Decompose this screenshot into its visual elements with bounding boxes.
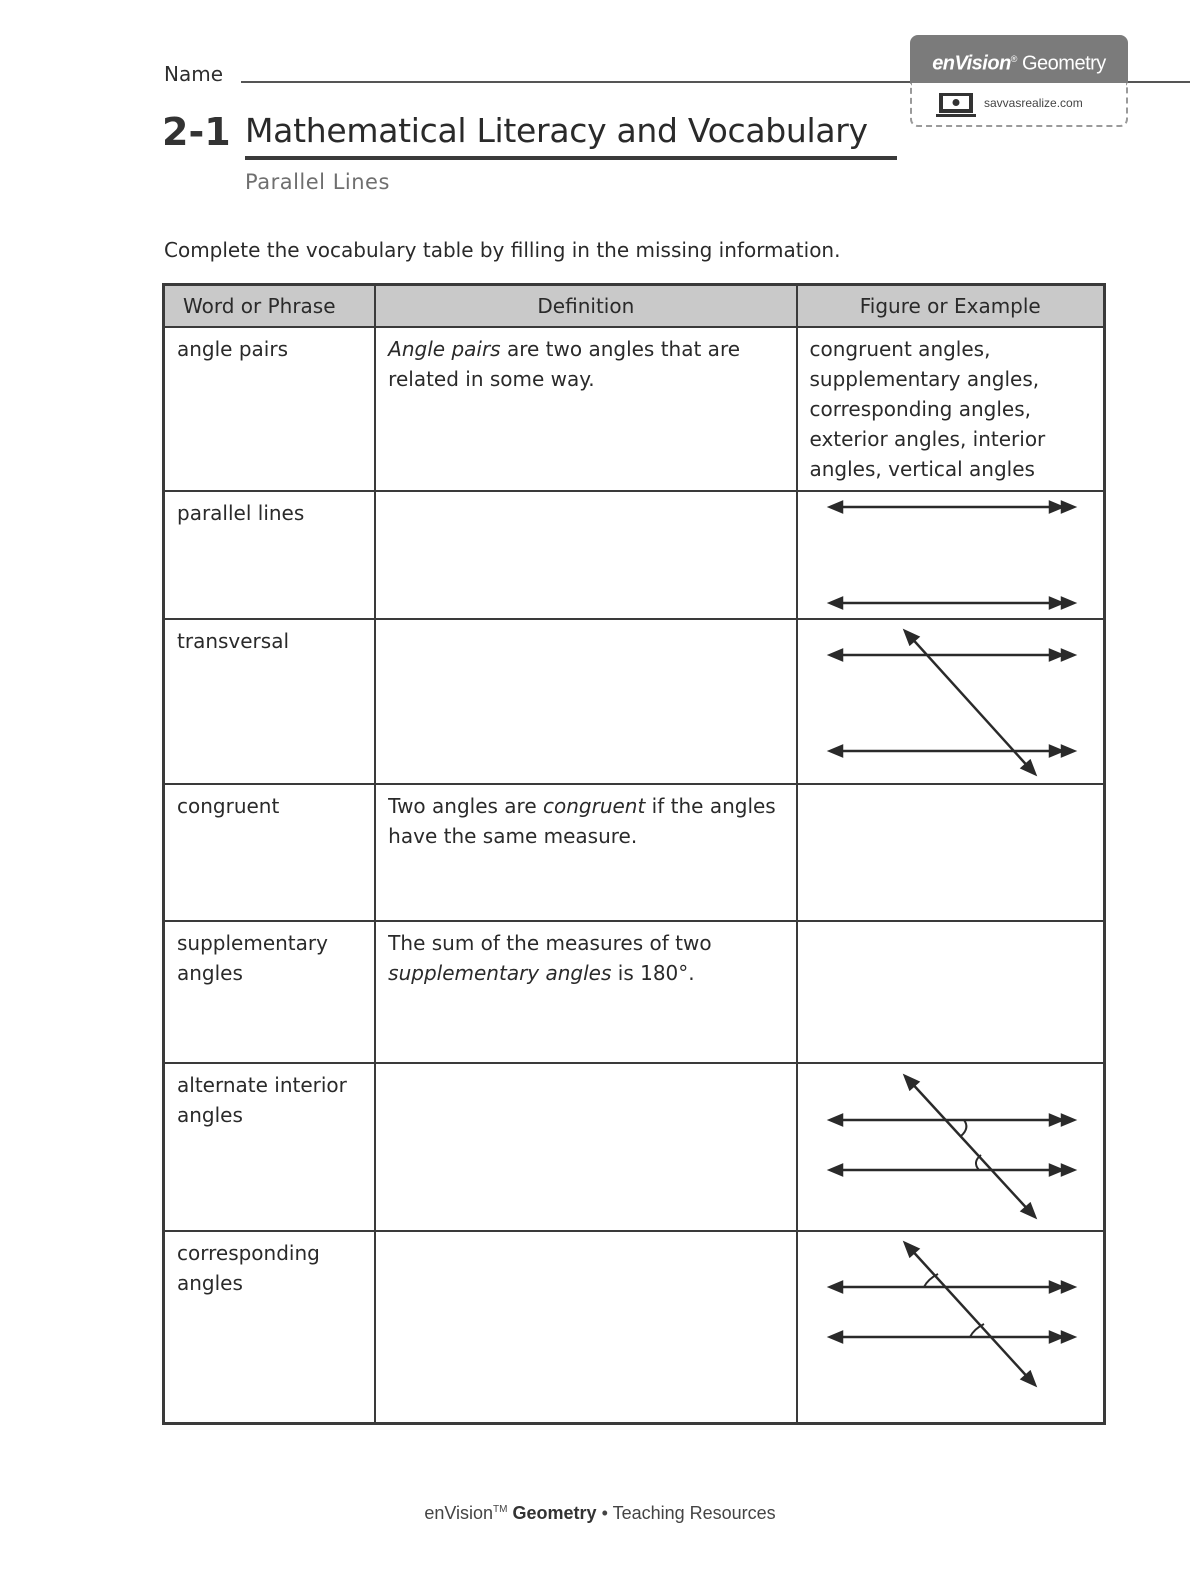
laptop-icon <box>936 91 976 119</box>
definition-answer-cell[interactable] <box>375 1063 796 1231</box>
name-label: Name <box>164 62 224 86</box>
definition-text: if the angles have the same measure. <box>388 794 776 848</box>
definition-cell <box>375 921 796 1063</box>
corresponding-angles-figure <box>798 1232 1105 1421</box>
definition-cell <box>375 327 796 491</box>
title-rule <box>245 156 897 160</box>
footer-bullet: • <box>601 1503 608 1523</box>
figure-cell <box>797 619 1105 784</box>
parallel-lines-figure <box>798 492 1105 616</box>
definition-term: supplementary angles <box>388 961 612 985</box>
figure-answer-cell[interactable] <box>797 784 1105 921</box>
definition-term: Angle pairs <box>388 337 501 361</box>
footer-resource: Teaching Resources <box>612 1503 776 1523</box>
badge-brand <box>910 35 1128 83</box>
table-row <box>164 784 1105 921</box>
word-cell: corresponding angles <box>164 1231 376 1423</box>
alternate-interior-angles-figure <box>798 1064 1105 1229</box>
word-cell: angle pairs <box>164 327 376 491</box>
table-row <box>164 921 1105 1063</box>
header-figure: Figure or Example <box>797 285 1105 328</box>
table-row <box>164 1231 1105 1423</box>
definition-text: is 180°. <box>611 961 695 985</box>
figure-answer-cell[interactable] <box>797 921 1105 1063</box>
header-definition: Definition <box>375 285 796 328</box>
name-line-tail <box>1128 81 1190 83</box>
definition-text: are two angles that are related in some way. <box>388 337 741 391</box>
word-cell: supplementary angles <box>164 921 376 1063</box>
figure-cell <box>797 1063 1105 1231</box>
badge-brand-bold: enVision <box>932 52 1011 75</box>
word-cell: alternate interior angles <box>164 1063 376 1231</box>
page-title: Mathematical Literacy and Vocabulary <box>245 111 868 150</box>
table-header-row <box>164 285 1105 328</box>
word-cell: congruent <box>164 784 376 921</box>
table-row <box>164 1063 1105 1231</box>
footer-tm: TM <box>493 1504 508 1515</box>
definition-answer-cell[interactable] <box>375 491 796 619</box>
footer-brand: enVision <box>424 1503 494 1523</box>
example-cell: congruent angles, supplementary angles, corresponding angles, exterior angles, interior angles, vertical angles <box>797 327 1105 491</box>
figure-cell <box>797 491 1105 619</box>
definition-term: congruent <box>543 794 646 818</box>
word-cell: transversal <box>164 619 376 784</box>
page-subtitle: Parallel Lines <box>245 170 390 194</box>
badge-url[interactable]: savvasrealize.com <box>984 96 1083 110</box>
table-row <box>164 327 1105 491</box>
definition-cell <box>375 784 796 921</box>
badge-brand-reg: ® <box>1010 54 1017 64</box>
figure-cell <box>797 1231 1105 1423</box>
definition-answer-cell[interactable] <box>375 1231 796 1423</box>
header-word: Word or Phrase <box>164 285 376 328</box>
page-footer <box>0 1503 1200 1524</box>
table-row <box>164 619 1105 784</box>
vocabulary-table <box>162 283 1106 1425</box>
lesson-number: 2-1 <box>162 110 231 154</box>
badge-link-area[interactable] <box>910 83 1128 127</box>
table-row <box>164 491 1105 619</box>
definition-text: Two angles are <box>388 794 543 818</box>
envision-badge <box>910 35 1128 129</box>
definition-text: The sum of the measures of two <box>388 931 712 955</box>
word-cell: parallel lines <box>164 491 376 619</box>
name-write-line[interactable] <box>241 81 910 83</box>
footer-product: Geometry <box>512 1503 597 1523</box>
definition-answer-cell[interactable] <box>375 619 796 784</box>
instructions: Complete the vocabulary table by filling in the missing information. <box>164 238 841 262</box>
badge-product: Geometry <box>1016 52 1106 75</box>
transversal-figure <box>798 620 1105 782</box>
